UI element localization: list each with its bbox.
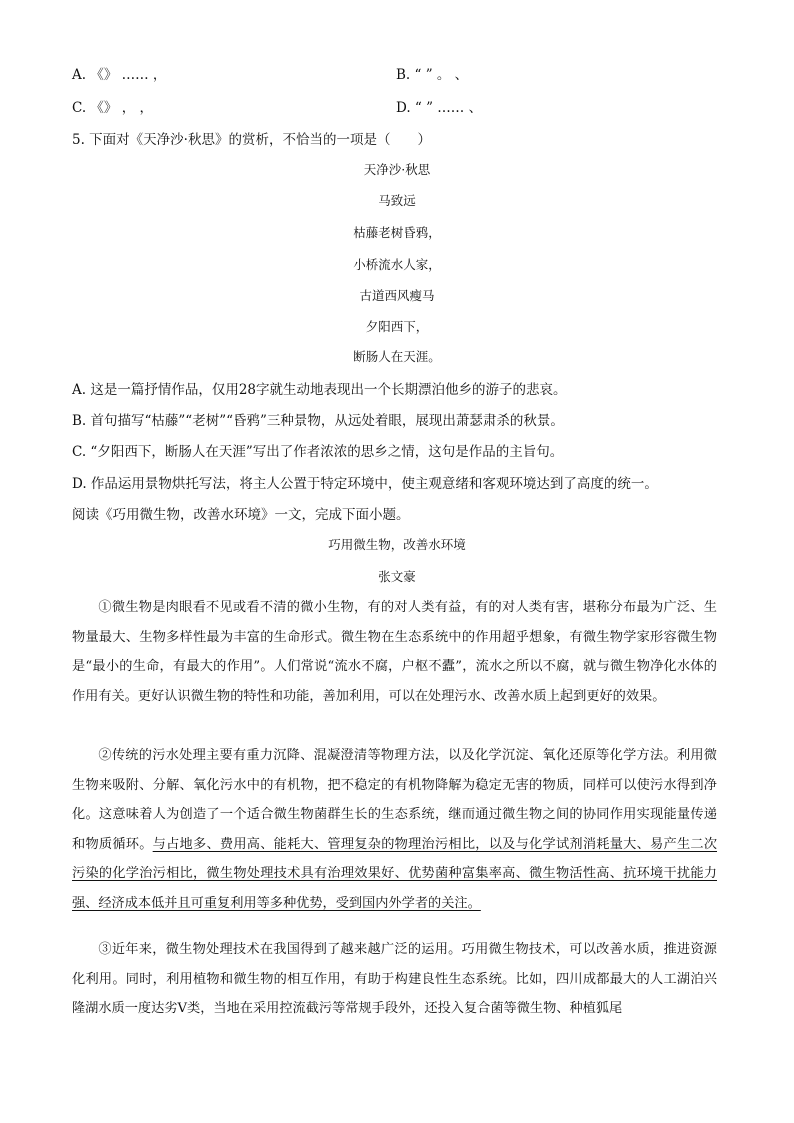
poem-line: 断肠人在天涯。 <box>353 349 441 364</box>
underlined-sentence: 与占地多、费用高、能耗大、管理复杂的物理治污相比，以及与化学试剂消耗量大、易产生二次污染的化学治污相比，微生物处理技术具有治理效果好、优势菌种富集率高、微生物活性高、抗环境干扰能力强、经济成本低并且可重复利用等多种优势，受到国内外学者的关注。 <box>72 836 718 911</box>
q4-option-d: D. “ ” …… 、 <box>396 100 483 116</box>
q4-option-a: A. 《》 …… ， <box>72 67 167 83</box>
q4-option-c: C. 《》 ， ， <box>72 100 154 116</box>
poem-line: 枯藤老树昏鸦， <box>353 225 441 240</box>
article-title: 巧用微生物，改善水环境 <box>328 537 466 552</box>
q5-choice-c: C. “夕阳西下，断肠人在天涯”写出了作者浓浓的思乡之情，这句是作品的主旨句。 <box>72 444 564 460</box>
article-author: 张文豪 <box>378 569 416 584</box>
paragraph-2-text: ②传统的污水处理主要有重力沉降、混凝澄清等物理方法，以及化学沉淀、氧化还原等化学方法。利用微生物来吸附、分解、氧化污水中的有机物，把不稳定的有机物降解为稳定无害的物质，同样可以使污水得到净化。这意味着人为创造了一个适合微生物菌群生长的生态系统，继而通过微生物之间的协同作用实现能量传递和物质循环。 <box>72 748 717 852</box>
q5-stem: 5. 下面对《天净沙·秋思》的赏析，不恰当的一项是（ ） <box>72 132 431 148</box>
article-paragraph-1: ①微生物是肉眼看不见或看不清的微小生物，有的对人类有益，有的对人类有害，堪称分布最为广泛、生物量最大、生物多样性最为丰富的生命形式。微生物在生态系统中的作用超乎想象，有微生物学家形容微生物是“最小的生命，有最大的作用”。人们常说“流水不腐，户枢不蠹”，流水之所以不腐，就与微生物净化水体的作用有关。更好认识微生物的特性和功能，善加利用，可以在处理污水、改善水质上起到更好的效果。 <box>72 600 717 704</box>
poem-line: 夕阳西下， <box>365 319 429 334</box>
poem-line: 小桥流水人家， <box>353 257 441 272</box>
q4-option-b: B. “ ” 。 、 <box>396 67 469 83</box>
poem-author: 马致远 <box>378 193 416 208</box>
poem-title: 天净沙·秋思 <box>363 162 431 177</box>
poem-line: 古道西风瘦马 <box>359 288 435 303</box>
reading-intro: 阅读《巧用微生物，改善水环境》一文，完成下面小题。 <box>72 507 410 523</box>
q5-choice-b: B. 首句描写“枯藤”“老树”“昏鸦”三种景物，从远处着眼，展现出萧瑟肃杀的秋景。 <box>72 413 564 429</box>
article-paragraph-3: ③近年来，微生物处理技术在我国得到了越来越广泛的运用。巧用微生物技术，可以改善水质，推进资源化利用。同时，利用植物和微生物的相互作用，有助于构建良性生态系统。比如，四川成都最大的人工湖泊兴隆湖水质一度达劣Ⅴ类，当地在采用控流截污等常规手段外，还投入复合菌等微生物、种植狐尾 <box>72 942 717 1017</box>
q5-choice-a: A. 这是一篇抒情作品，仅用28字就生动地表现出一个长期漂泊他乡的游子的悲哀。 <box>72 382 567 398</box>
q5-choice-d: D. 作品运用景物烘托写法，将主人公置于特定环境中，使主观意绪和客观环境达到了高度的统一。 <box>72 476 658 492</box>
article-paragraph-2 <box>72 741 717 919</box>
